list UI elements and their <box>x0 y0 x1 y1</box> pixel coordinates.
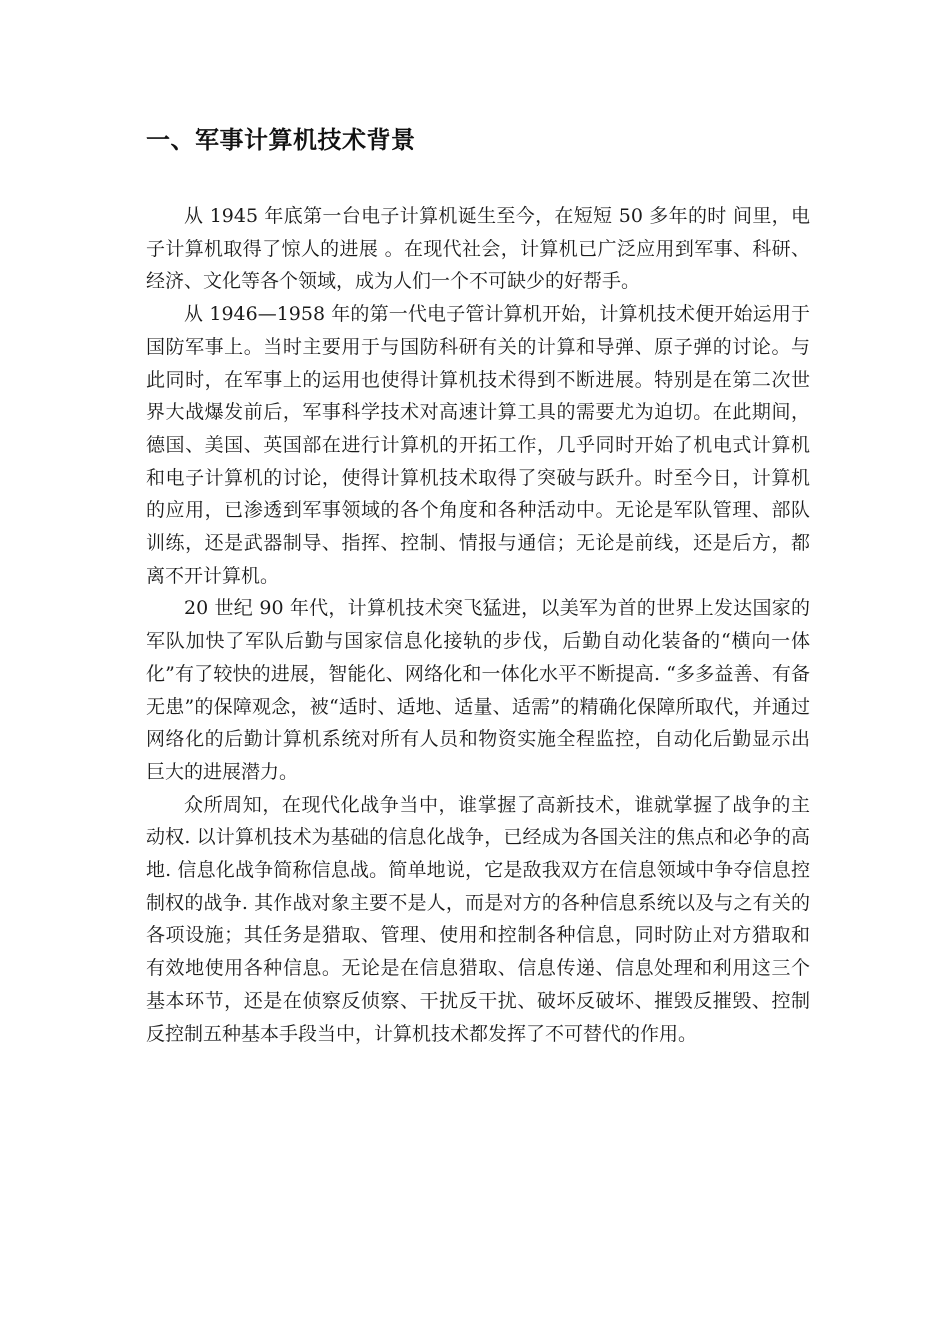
section-heading: 一、军事计算机技术背景 <box>146 126 416 154</box>
body-text <box>146 200 810 1050</box>
paragraph-2: 从 1946—1958 年的第一代电子管计算机开始，计算机技术便开始运用于国防军事上。当时主要用于与国防科研有关的计算和导弹、原子弹的讨论。与此同时，在军事上的运用也使得计算机技术得到不断进展。特别是在第二次世界大战爆发前后，军事科学技术对高速计算工具的需要尤为迫切。在此期间，德国、美国、英国部在进行计算机的开拓工作，几乎同时开始了机电式计算机和电子计算机的讨论，使得计算机技术取得了突破与跃升。时至今日，计算机的应用，已渗透到军事领域的各个角度和各种活动中。无论是军队管理、部队训练，还是武器制导、指挥、控制、情报与通信；无论是前线，还是后方，都离不开计算机。 <box>146 303 810 587</box>
paragraph-4: 众所周知，在现代化战争当中，谁掌握了高新技术，谁就掌握了战争的主动权. 以计算机技术为基础的信息化战争，已经成为各国关注的焦点和必争的高地. 信息化战争简称信息战。简单地说，它是敌我双方在信息领域中争夺信息控制权的战争. 其作战对象主要不是人，而是对方的各种信息系统以及与之有关的各项设施；其任务是猎取、管理、使用和控制各种信息，同时防止对方猎取和有效地使用各种信息。无论是在信息猎取、信息传递、信息处理和利用这三个基本环节，还是在侦察反侦察、干扰反干扰、破坏反破坏、摧毁反摧毁、控制反控制五种基本手段当中，计算机技术都发挥了不可替代的作用。 <box>146 793 810 1045</box>
paragraph-1: 从 1945 年底第一台电子计算机诞生至今，在短短 50 多年的时 间里，电子计算机取得了惊人的进展 。在现代社会，计算机已广泛应用到军事、科研、经济、文化等各个领域，成为人们一个不可缺少的好帮手。 <box>146 205 810 293</box>
paragraph-3: 20 世纪 90 年代，计算机技术突飞猛进，以美军为首的世界上发达国家的军队加快了军队后勤与国家信息化接轨的步伐，后勤自动化装备的“横向一体化”有了较快的进展，智能化、网络化和一体化水平不断提高. “多多益善、有备无患”的保障观念，被“适时、适地、适量、适需”的精确化保障所取代，并通过网络化的后勤计算机系统对所有人员和物资实施全程监控，自动化后勤显示出巨大的进展潜力。 <box>146 597 810 783</box>
